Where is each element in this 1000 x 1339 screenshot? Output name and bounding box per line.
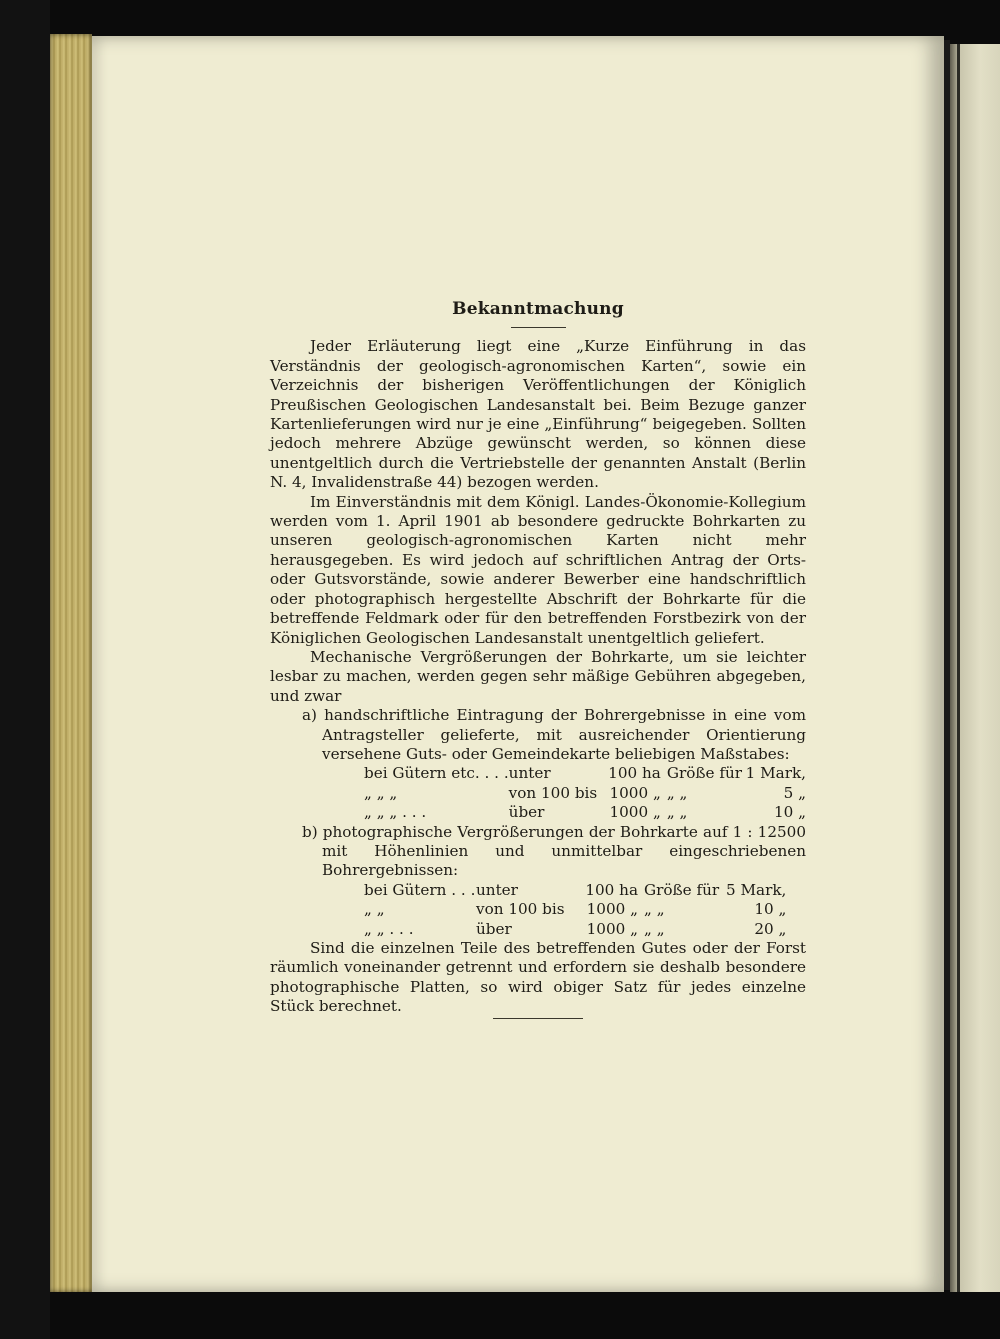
next-page-shadow: [957, 44, 960, 1292]
closing-paragraph: Sind die einzelnen Teile des betreffenden Gutes oder der Forst räumlich voneinander getrennt und erfordern sie deshalb besondere photographische Platten, so wird obiger Satz für jedes einzelne Stück berechnet.: [270, 939, 806, 1016]
page-edges: [50, 34, 92, 1292]
table-cell: bei Gütern . . .: [364, 880, 476, 899]
table-cell: 1000 „: [586, 900, 638, 919]
table-cell: 10 „: [773, 803, 806, 822]
item-b: b) photographische Vergrößerungen der Bohrkarte auf 1 : 12500 mit Höhenlinien und unmittelbar eingeschriebenen Bohrergebnissen:: [302, 822, 806, 880]
table-cell: unter: [508, 764, 551, 783]
table-cell: „ „ „: [364, 783, 398, 802]
table-cell: 5 „: [783, 783, 806, 802]
table-cell: 100 ha: [608, 764, 661, 783]
item-a: a) handschriftliche Eintragung der Bohrergebnisse in eine vom Antragsteller gelieferte, mit ausreichender Orientierung versehene Guts- oder Gemeindekarte beliebigen Maßstabes:: [302, 706, 806, 763]
table-cell: über: [476, 919, 512, 938]
table-cell: Größe für: [666, 764, 742, 783]
fee-table-a: [364, 764, 806, 822]
table-row: [364, 764, 806, 783]
table-row: [364, 920, 786, 939]
fee-table-b: [364, 881, 786, 939]
book-cover-left: [0, 0, 50, 1339]
table-cell: von 100 bis: [476, 900, 565, 919]
table-row: [364, 784, 806, 803]
table-cell: unter: [476, 880, 518, 899]
table-cell: 1000 „: [586, 919, 638, 938]
table-cell: „ „ . . .: [364, 919, 414, 938]
table-cell: 10 „: [754, 900, 787, 919]
paragraph-1: Jeder Erläuterung liegt eine „Kurze Einführung in das Verständnis der geologisch-agronomischen Karten“, sowie ein Verzeichnis der bisherigen Veröffentlichungen der Königlich Preußischen Geologischen Landesanstalt bei. Beim Bezuge ganzer Kartenlieferungen wird nur je eine „Einführung“ beigegeben. Sollten jedoch mehrere Abzüge gewünscht werden, so können diese unentgeltlich durch die Vertriebstelle der genannten Anstalt (Berlin N. 4, Invalidenstraße 44) bezogen werden.: [270, 337, 806, 492]
table-cell: „ „: [666, 803, 688, 822]
table-cell: Größe für: [644, 880, 720, 899]
table-cell: 100 ha: [585, 880, 638, 899]
table-cell: „ „: [364, 900, 385, 919]
table-cell: „ „ „ . . .: [364, 803, 427, 822]
page-title: Bekanntmachung: [452, 299, 624, 319]
table-row: [364, 900, 786, 919]
paragraph-3: Mechanische Vergrößerungen der Bohrkarte, um sie leichter lesbar zu machen, werden gegen sehr mäßige Gebühren abgegeben, und zwar: [270, 647, 806, 705]
table-cell: 1000 „: [609, 783, 661, 802]
table-cell: von 100 bis: [508, 783, 598, 802]
table-cell: bei Gütern etc. . . .: [364, 764, 509, 783]
title-rule: [511, 327, 566, 328]
table-cell: 1000 „: [609, 803, 661, 822]
table-cell: „ „: [644, 919, 665, 938]
paragraph-2: Im Einverständnis mit dem Königl. Landes-Ökonomie-Kollegium werden vom 1. April 1901 ab besondere gedruckte Bohrkarten zu unseren geologisch-agronomischen Karten nicht mehr herausgegeben. Es wird jedoch auf schriftlichen Antrag der Orts- oder Gutsvorstände, sowie anderer Bewerber eine handschriftlich oder photographisch hergestellte Abschrift der Bohrkarte für die betreffende Feldmark oder für den betreffenden Forstbezirk von der Königlichen Geologischen Landesanstalt unentgeltlich geliefert.: [270, 492, 806, 647]
table-cell: „ „: [666, 783, 688, 802]
table-cell: über: [508, 803, 545, 822]
table-cell: 1 Mark,: [745, 764, 806, 783]
table-cell: 5 Mark,: [726, 880, 787, 899]
table-row: [364, 881, 786, 900]
end-rule: [493, 1018, 583, 1019]
table-row: [364, 803, 806, 822]
notice-content: [270, 300, 806, 1017]
table-cell: 20 „: [754, 919, 787, 938]
table-cell: „ „: [644, 900, 665, 919]
